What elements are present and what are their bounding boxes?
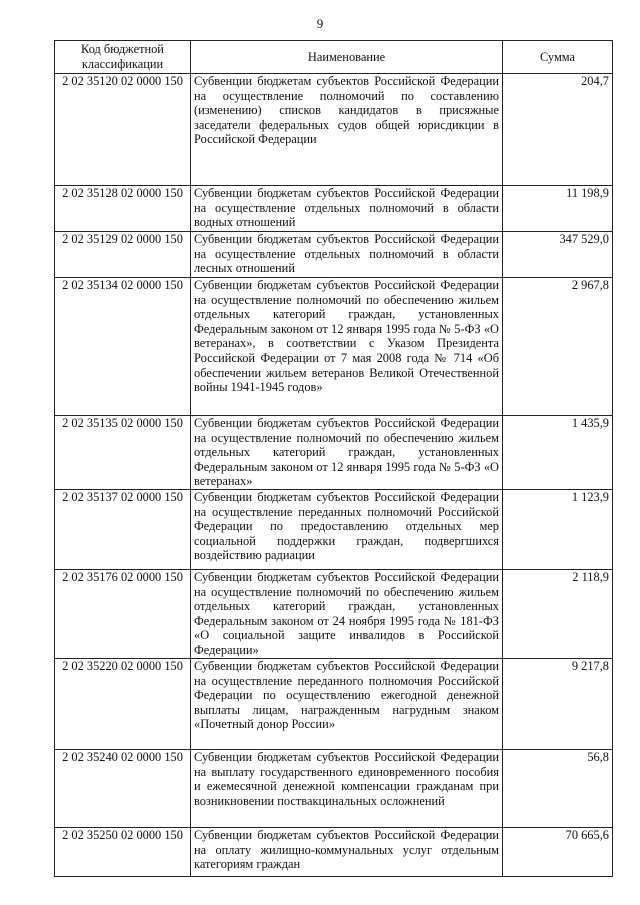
table-row bbox=[55, 659, 613, 750]
row-sum: 204,7 bbox=[503, 74, 613, 186]
table-row bbox=[55, 74, 613, 186]
table-row bbox=[55, 570, 613, 659]
row-sum: 2 118,9 bbox=[503, 570, 613, 659]
row-name: Субвенции бюджетам субъектов Российской Федерации на оплату жилищно-коммунальных услуг отдельным категориям граждан bbox=[191, 828, 503, 877]
row-name: Субвенции бюджетам субъектов Российской Федерации на осуществление отдельных полномочий в области водных отношений bbox=[191, 186, 503, 232]
row-code: 2 02 35134 02 0000 150 bbox=[55, 278, 191, 416]
row-code: 2 02 35135 02 0000 150 bbox=[55, 416, 191, 490]
header-name: Наименование bbox=[191, 41, 503, 74]
table-row bbox=[55, 828, 613, 877]
row-sum: 9 217,8 bbox=[503, 659, 613, 750]
table-header-row bbox=[55, 41, 613, 74]
budget-table bbox=[54, 40, 613, 877]
table-row bbox=[55, 232, 613, 278]
row-sum: 347 529,0 bbox=[503, 232, 613, 278]
row-name: Субвенции бюджетам субъектов Российской Федерации на осуществление переданных полномочий Российской Федерации по предоставлению отдельных мер социальной поддержки граждан, подвергшихся воздействию радиации bbox=[191, 490, 503, 570]
row-code: 2 02 35250 02 0000 150 bbox=[55, 828, 191, 877]
table-row bbox=[55, 490, 613, 570]
row-sum: 1 123,9 bbox=[503, 490, 613, 570]
row-name: Субвенции бюджетам субъектов Российской Федерации на выплату государственного единовременного пособия и ежемесячной денежной компенсации гражданам при возникновении поствакцинальных осложнений bbox=[191, 750, 503, 828]
row-name: Субвенции бюджетам субъектов Российской Федерации на осуществление полномочий по составлению (изменению) списков кандидатов в присяжные заседатели федеральных судов общей юрисдикции в Российской Федерации bbox=[191, 74, 503, 186]
table-row bbox=[55, 416, 613, 490]
row-code: 2 02 35220 02 0000 150 bbox=[55, 659, 191, 750]
row-code: 2 02 35240 02 0000 150 bbox=[55, 750, 191, 828]
page-number: 9 bbox=[316, 16, 324, 31]
row-code: 2 02 35120 02 0000 150 bbox=[55, 74, 191, 186]
row-code: 2 02 35176 02 0000 150 bbox=[55, 570, 191, 659]
row-sum: 1 435,9 bbox=[503, 416, 613, 490]
row-sum: 2 967,8 bbox=[503, 278, 613, 416]
table-row bbox=[55, 278, 613, 416]
row-name: Субвенции бюджетам субъектов Российской Федерации на осуществление переданного полномочия Российской Федерации по осуществлению ежегодной денежной выплаты лицам, награжденным нагрудным знаком «Почетный донор России» bbox=[191, 659, 503, 750]
row-name: Субвенции бюджетам субъектов Российской Федерации на осуществление полномочий по обеспечению жильем отдельных категорий граждан, установленных Федеральным законом от 12 января 1995 года № 5-ФЗ «О ветеранах», в соответствии с Указом Президента Российской Федерации от 7 мая 2008 года № 714 «Об обеспечении жильем ветеранов Великой Отечественной войны 1941-1945 годов» bbox=[191, 278, 503, 416]
row-name: Субвенции бюджетам субъектов Российской Федерации на осуществление полномочий по обеспечению жильем отдельных категорий граждан, установленных Федеральным законом от 24 ноября 1995 года № 181-ФЗ «О социальной защите инвалидов в Российской Федерации» bbox=[191, 570, 503, 659]
row-code: 2 02 35137 02 0000 150 bbox=[55, 490, 191, 570]
table-row bbox=[55, 750, 613, 828]
header-sum: Сумма bbox=[503, 41, 613, 74]
row-code: 2 02 35129 02 0000 150 bbox=[55, 232, 191, 278]
table-row bbox=[55, 186, 613, 232]
row-sum: 56,8 bbox=[503, 750, 613, 828]
row-sum: 11 198,9 bbox=[503, 186, 613, 232]
row-name: Субвенции бюджетам субъектов Российской Федерации на осуществление отдельных полномочий в области лесных отношений bbox=[191, 232, 503, 278]
row-name: Субвенции бюджетам субъектов Российской Федерации на осуществление полномочий по обеспечению жильем отдельных категорий граждан, установленных Федеральным законом от 12 января 1995 года № 5-ФЗ «О ветеранах» bbox=[191, 416, 503, 490]
row-sum: 70 665,6 bbox=[503, 828, 613, 877]
header-code: Код бюджетной классификации bbox=[55, 41, 191, 74]
row-code: 2 02 35128 02 0000 150 bbox=[55, 186, 191, 232]
